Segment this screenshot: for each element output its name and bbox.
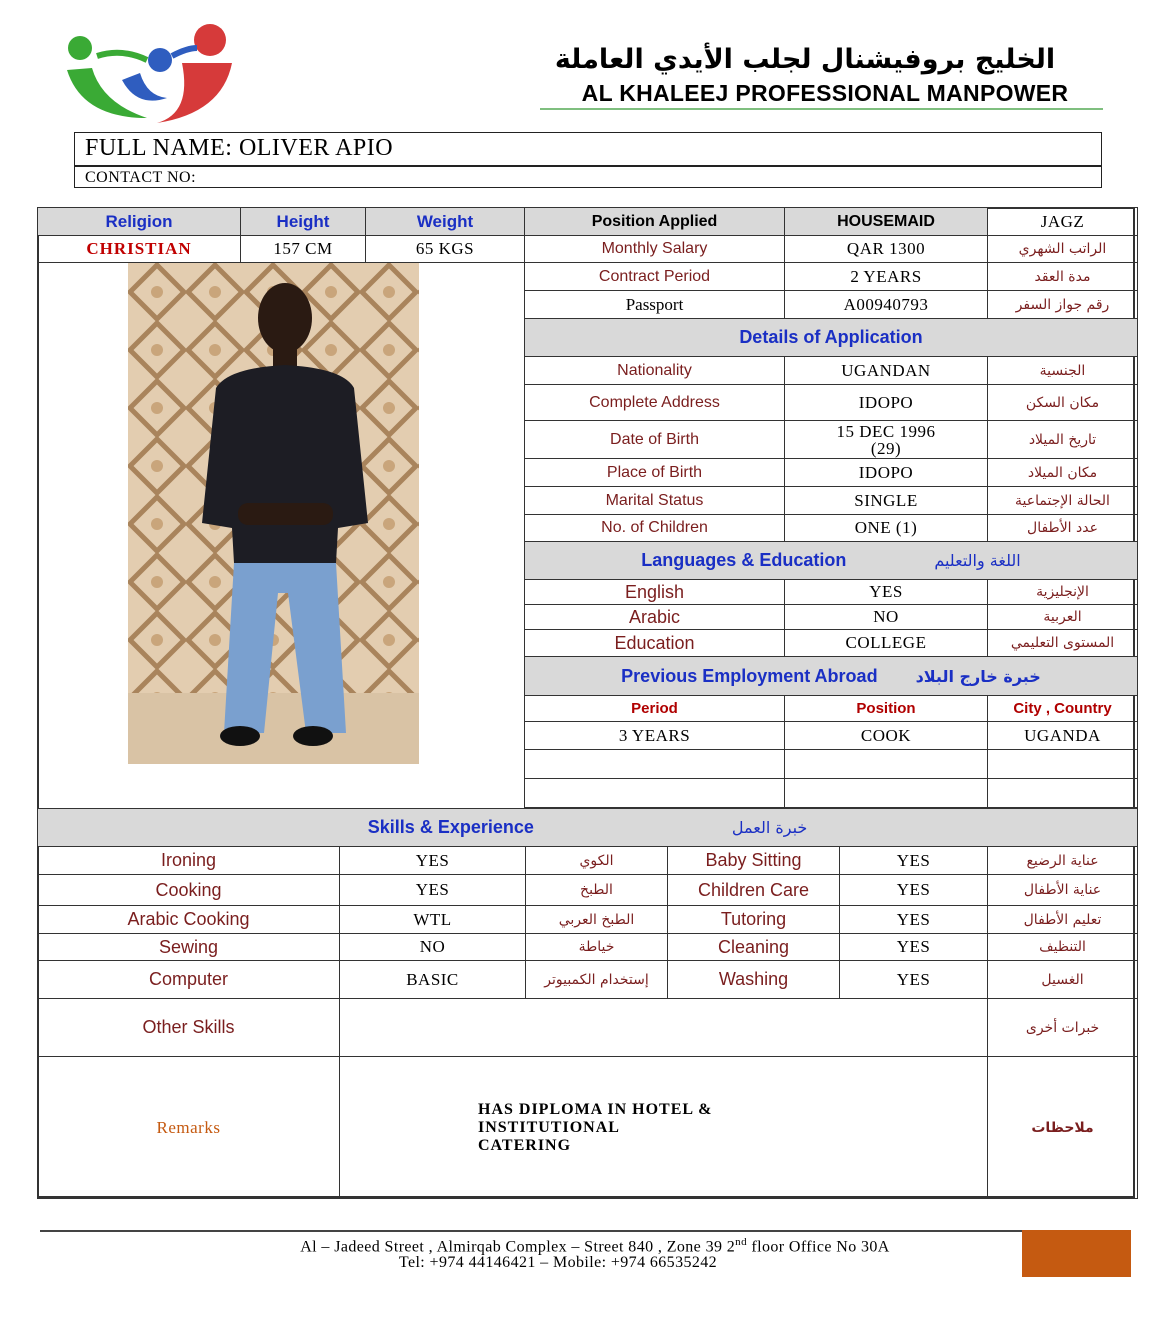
skill-label: Tutoring [668, 906, 840, 934]
footer-address-text: Al – Jadeed Street , Almirqab Complex – Street 840 , Zone 39 2 [300, 1238, 736, 1256]
language-value: YES [785, 580, 988, 605]
skill-arabic: الطبخ العربي [526, 906, 668, 934]
detail-value: UGANDAN [785, 357, 988, 385]
detail-arabic: عدد الأطفال [988, 515, 1138, 542]
footer-phones: Tel: +974 44146421 – Mobile: +974 66535242 [398, 1254, 718, 1271]
footer-color-block [1022, 1230, 1131, 1277]
other-skills-label: Other Skills [38, 999, 340, 1057]
footer-address-sup: nd [735, 1236, 747, 1248]
details-table [524, 356, 1138, 542]
detail-value: IDOPO [785, 459, 988, 487]
period-value: 2 YEARS [785, 263, 988, 291]
language-label: Education [525, 630, 785, 657]
employment-title-arabic: خبرة خارج البلاد [915, 666, 1041, 686]
company-logo [62, 18, 242, 123]
footer-divider [40, 1230, 1022, 1232]
skill-value: YES [840, 906, 988, 934]
detail-label: Place of Birth [525, 459, 785, 487]
detail-arabic: مكان السكن [988, 385, 1138, 421]
applicant-photo [128, 263, 419, 764]
detail-label: Marital Status [525, 487, 785, 515]
empty-cell [988, 750, 1138, 779]
other-skills-arabic: خبرات أخرى [988, 999, 1138, 1057]
empty-cell [988, 779, 1138, 808]
col-period: Period [525, 696, 785, 722]
remarks-line: INSTITUTIONAL [478, 1118, 620, 1136]
skill-arabic: عناية الرضيع [988, 847, 1138, 875]
skill-label: Cleaning [668, 934, 840, 961]
skill-label: Ironing [38, 847, 340, 875]
skill-value: YES [840, 934, 988, 961]
detail-value: IDOPO [785, 385, 988, 421]
contact-number: CONTACT NO: [85, 169, 197, 186]
detail-value: SINGLE [785, 487, 988, 515]
skill-value: WTL [340, 906, 526, 934]
applicant-code: JAGZ [988, 208, 1138, 236]
detail-label: No. of Children [525, 515, 785, 542]
religion-label: Religion [38, 208, 241, 236]
skill-value: YES [840, 961, 988, 999]
remarks-text [340, 1057, 988, 1199]
company-name-english: AL KHALEEJ PROFESSIONAL MANPOWER [581, 80, 1069, 106]
skills-title: Skills & Experience [367, 817, 534, 837]
skill-arabic: الكوي [526, 847, 668, 875]
skill-label: Cooking [38, 875, 340, 906]
employment-period: 3 YEARS [525, 722, 785, 750]
language-label: Arabic [525, 605, 785, 630]
language-value: NO [785, 605, 988, 630]
height-value: 157 CM [241, 236, 366, 263]
contract-table [524, 262, 1138, 357]
passport-arabic: رقم جواز السفر [988, 291, 1138, 319]
skill-value: YES [840, 847, 988, 875]
name-box [74, 132, 1102, 188]
skill-value: NO [340, 934, 526, 961]
footer-address-text-end: floor Office No 30A [746, 1238, 890, 1256]
skill-arabic: التنظيف [988, 934, 1138, 961]
language-arabic: الإنجليزية [988, 580, 1138, 605]
empty-cell [785, 779, 988, 808]
languages-title: Languages & Education [641, 550, 847, 570]
period-label: Contract Period [525, 263, 785, 291]
remarks-arabic: ملاحظات [988, 1057, 1138, 1199]
col-position: Position [785, 696, 988, 722]
religion-value: CHRISTIAN [38, 236, 241, 263]
skill-value: YES [340, 875, 526, 906]
language-value: COLLEGE [785, 630, 988, 657]
detail-label: Complete Address [525, 385, 785, 421]
detail-arabic: الحالة الإجتماعية [988, 487, 1138, 515]
skills-header [38, 809, 1138, 847]
employment-position: COOK [785, 722, 988, 750]
skill-label: Computer [38, 961, 340, 999]
remarks-label: Remarks [38, 1057, 340, 1199]
other-skills-value [340, 999, 988, 1057]
skill-arabic: تعليم الأطفال [988, 906, 1138, 934]
empty-cell [525, 750, 785, 779]
skill-value: BASIC [340, 961, 526, 999]
passport-label: Passport [525, 291, 785, 319]
languages-header [525, 542, 1138, 580]
weight-label: Weight [366, 208, 525, 236]
period-arabic: مدة العقد [988, 263, 1138, 291]
dob-date: 15 DEC 1996 [836, 421, 936, 441]
detail-label: Date of Birth [525, 421, 785, 459]
skill-value: YES [340, 847, 526, 875]
languages-table [524, 541, 1138, 657]
details-title: Details of Application [525, 319, 1138, 357]
header-underline [540, 108, 1103, 110]
language-arabic: العربية [988, 605, 1138, 630]
empty-cell [785, 750, 988, 779]
skill-label: Children Care [668, 875, 840, 906]
top-info-table [37, 207, 1138, 263]
languages-title-arabic: اللغة والتعليم [934, 551, 1021, 570]
weight-value: 65 KGS [366, 236, 525, 263]
detail-arabic: تاريخ الميلاد [988, 421, 1138, 459]
language-arabic: المستوى التعليمي [988, 630, 1138, 657]
detail-value: ONE (1) [785, 515, 988, 542]
dob-age: (29) [870, 438, 902, 458]
skills-title-arabic: خبرة العمل [731, 818, 808, 837]
skill-value: YES [840, 875, 988, 906]
skill-arabic: إستخدام الكمبيوتر [526, 961, 668, 999]
language-label: English [525, 580, 785, 605]
salary-label: Monthly Salary [525, 236, 785, 263]
full-name: FULL NAME: OLIVER APIO [85, 135, 394, 161]
employment-table [524, 656, 1138, 808]
skills-table [37, 808, 1138, 1199]
skill-label: Arabic Cooking [38, 906, 340, 934]
detail-value [785, 421, 988, 459]
skill-arabic: الغسيل [988, 961, 1138, 999]
skill-label: Sewing [38, 934, 340, 961]
empty-cell [525, 779, 785, 808]
company-name-arabic: الخليج بروفيشنال لجلب الأيدي العاملة [554, 44, 1056, 75]
employment-country: UGANDA [988, 722, 1138, 750]
salary-value: QAR 1300 [785, 236, 988, 263]
position-value: HOUSEMAID [785, 208, 988, 236]
skill-arabic: خياطة [526, 934, 668, 961]
detail-arabic: الجنسية [988, 357, 1138, 385]
remarks-line: HAS DIPLOMA IN HOTEL & [478, 1100, 713, 1118]
salary-arabic: الراتب الشهري [988, 236, 1138, 263]
detail-label: Nationality [525, 357, 785, 385]
remarks-line: CATERING [478, 1136, 572, 1154]
employment-title: Previous Employment Abroad [621, 665, 878, 686]
detail-arabic: مكان الميلاد [988, 459, 1138, 487]
position-label: Position Applied [525, 208, 785, 236]
skill-label: Baby Sitting [668, 847, 840, 875]
height-label: Height [241, 208, 366, 236]
skill-arabic: عناية الأطفال [988, 875, 1138, 906]
passport-value: A00940793 [785, 291, 988, 319]
skill-label: Washing [668, 961, 840, 999]
skill-arabic: الطبخ [526, 875, 668, 906]
col-country: City , Country [988, 696, 1138, 722]
employment-header [525, 657, 1138, 696]
